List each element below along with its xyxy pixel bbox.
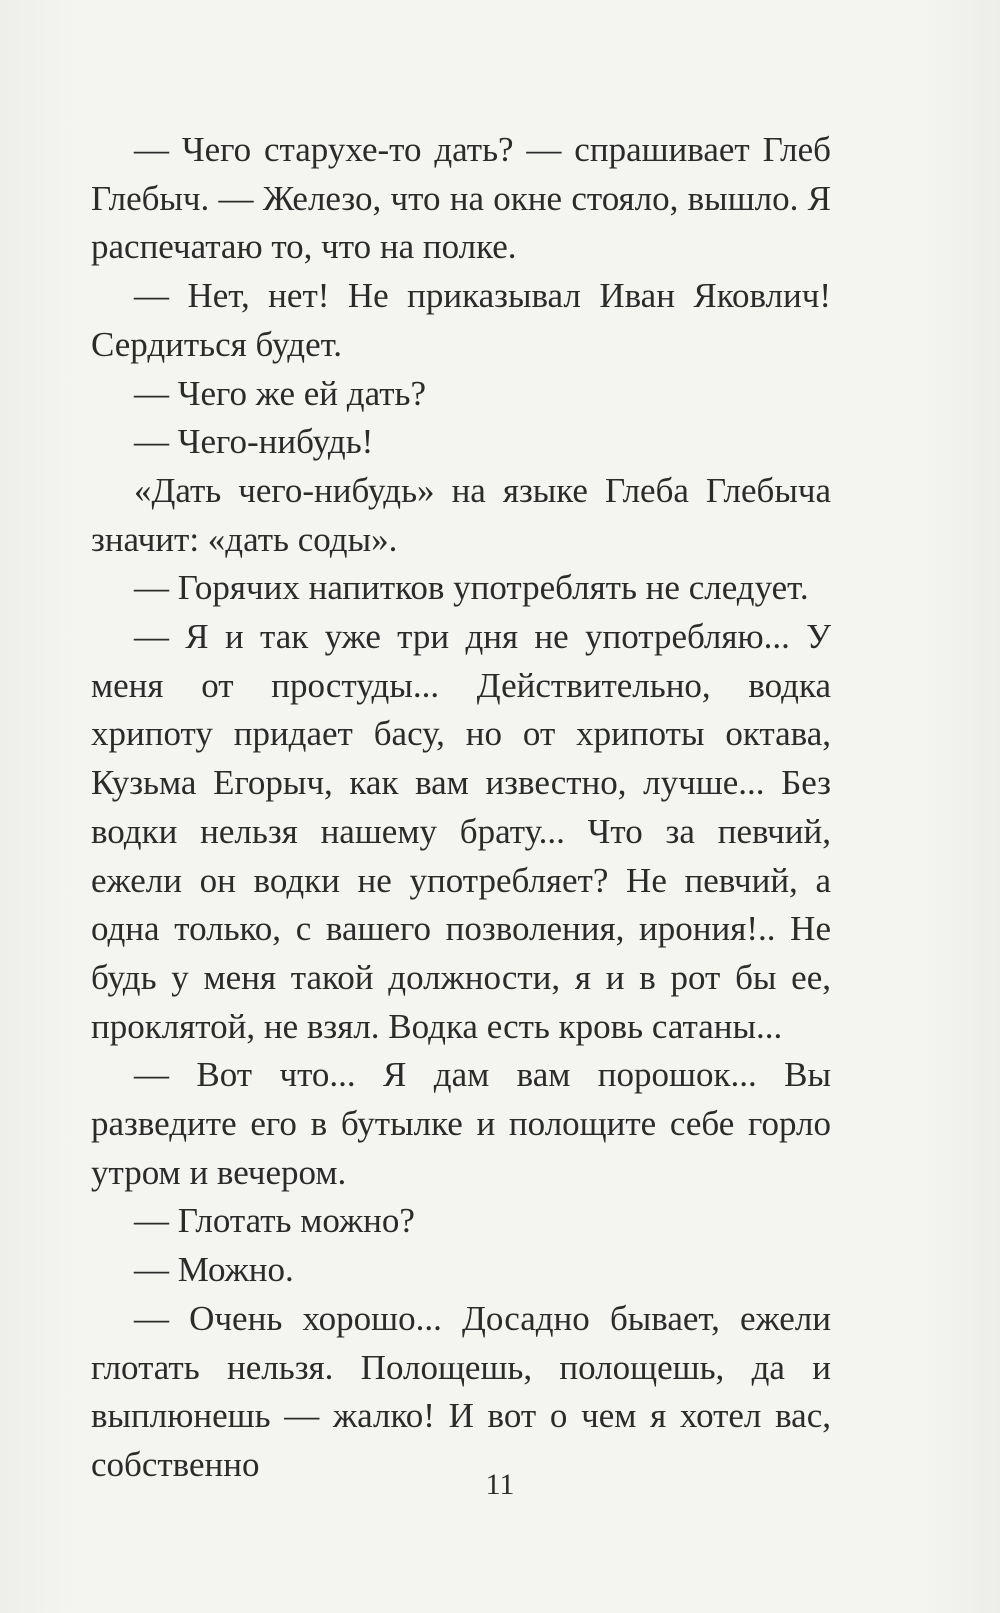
paragraph: — Вот что... Я дам вам порошок... Вы разведите его в бутылке и полощите себе горло утром и вечером. [91, 1055, 831, 1192]
paragraph: — Глотать можно? [134, 1201, 415, 1241]
paragraph: — Чего же ей дать? [134, 373, 427, 413]
paragraph: «Дать чего-нибудь» на языке Глеба Глебыча значит: «дать соды». [91, 470, 831, 559]
page-number: 11 [485, 1468, 515, 1501]
paragraph: — Можно. [134, 1250, 294, 1290]
paragraph: — Нет, нет! Не приказывал Иван Яковлич! Сердиться будет. [91, 276, 831, 364]
body-text [91, 126, 831, 1490]
paragraph: — Горячих напитков употреблять не следует. [134, 568, 809, 608]
paragraph: — Чего старухе-то дать? — спрашивает Глеб Глебыч. — Железо, что на окне стояло, вышло. Я распечатаю то, что на полке. [91, 130, 831, 267]
paragraph: — Очень хорошо... Досадно бывает, ежели глотать нельзя. Полощешь, полощешь, да и выплюнешь — жалко! И вот о чем я хотел вас, собственно [91, 1298, 831, 1484]
paragraph: — Я и так уже три дня не употребляю... У меня от простуды... Действительно, водка хрипоту придает басу, но от хрипоты октава, Кузьма Егорыч, как вам известно, лучше... Без водки нельзя нашему брату... Что за певчий, ежели он водки не употребляет? Не певчий, а одна только, с вашего позволения, ирония!.. Не будь у меня такой должности, я и в рот бы ее, проклятой, не взял. Водка есть кровь сатаны... [91, 617, 831, 1046]
paragraph: — Чего-нибудь! [134, 422, 374, 462]
